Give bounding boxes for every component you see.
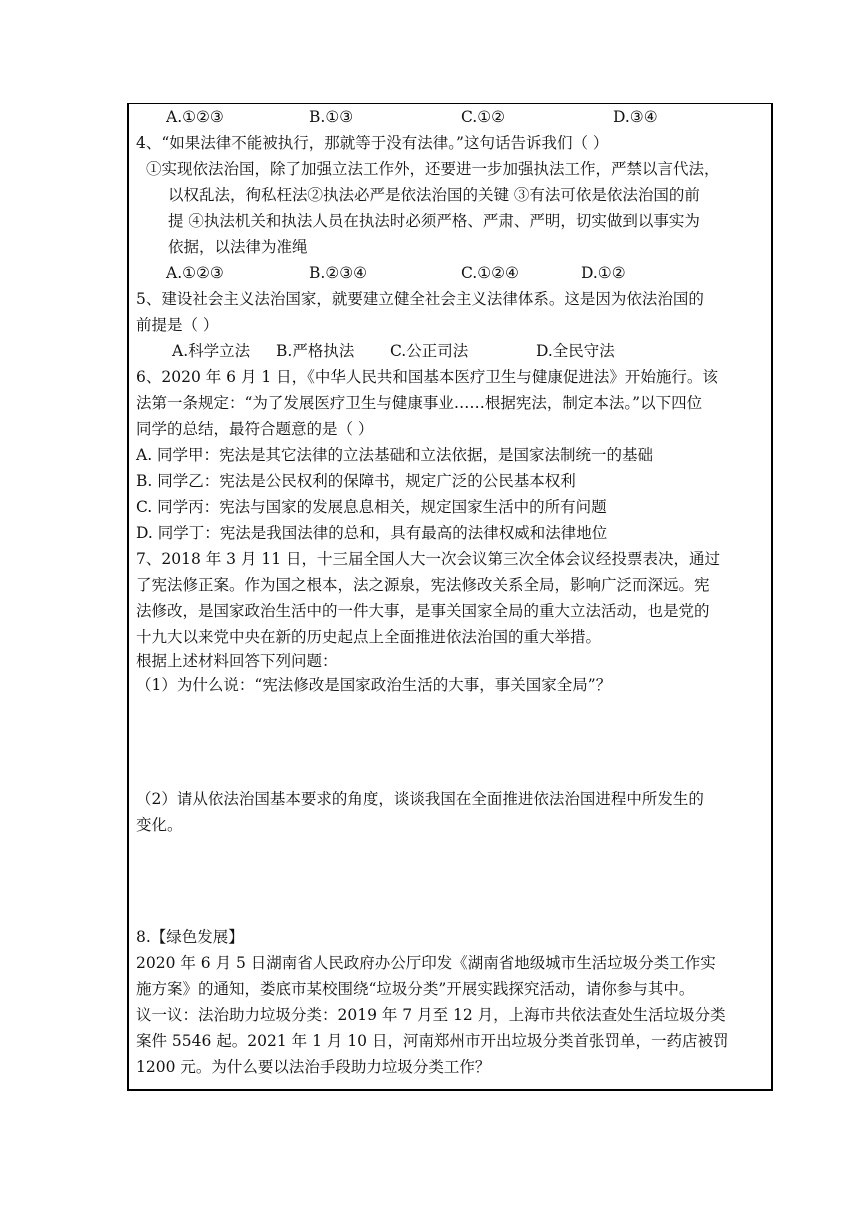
q7-instruction: 根据上述材料回答下列问题： (136, 652, 338, 670)
worksheet-content (136, 104, 770, 1150)
q8-line: 案件 5546 起。2021 年 1 月 10 日，河南郑州市开出垃圾分类首张罚单，一药店被罚 (136, 1032, 729, 1050)
q5-stem-line: 前提是（ ） (136, 316, 219, 334)
q4-item-line: 以权乱法，徇私枉法②执法必严是依法治国的关键 ③有法可依是依法治国的前 (168, 186, 700, 204)
q4-stem: 4、“如果法律不能被执行，那就等于没有法律。”这句话告诉我们（ ） (136, 134, 609, 152)
q8-line: 1200 元。为什么要以法治手段助力垃圾分类工作？ (136, 1058, 491, 1076)
q4-option-c: C.①②④ (461, 264, 519, 282)
q6-option-c: C. 同学丙：宪法与国家的发展息息相关，规定国家生活中的所有问题 (136, 498, 607, 516)
q7-stem-line: 了宪法修正案。作为国之根本，法之源泉，宪法修改关系全局，影响广泛而深远。宪 (136, 576, 710, 594)
q5-option-d: D.全民守法 (536, 342, 615, 360)
q3-option-d: D.③④ (613, 108, 658, 126)
q8-line: 议一议：法治助力垃圾分类：2019 年 7 月至 12 月，上海市共依法查处生活垃圾分类 (136, 1006, 726, 1024)
q6-option-d: D. 同学丁：宪法是我国法律的总和，具有最高的法律权威和法律地位 (136, 524, 608, 542)
q8-line: 2020 年 6 月 5 日湖南省人民政府办公厅印发《湖南省地级城市生活垃圾分类工作实 (136, 954, 716, 972)
q4-option-b: B.②③④ (309, 264, 368, 282)
q4-item-line: ①实现依法治国，除了加强立法工作外，还要进一步加强执法工作，严禁以言代法， (146, 160, 720, 178)
q7-sub1: （1）为什么说：“宪法修改是国家政治生活的大事，事关国家全局”？ (136, 676, 612, 694)
q3-option-c: C.①② (461, 108, 506, 126)
q4-option-a: A.①②③ (166, 264, 224, 282)
q5-option-a: A.科学立法 (172, 342, 251, 360)
q4-option-d: D.①② (581, 264, 626, 282)
q8-answer-space[interactable] (136, 1080, 770, 1150)
q5-option-b: B.严格执法 (276, 342, 355, 360)
q8-title: 8.【绿色发展】 (136, 928, 244, 946)
q7-sub2-answer-space[interactable] (136, 838, 770, 924)
q3-option-a: A.①②③ (166, 108, 224, 126)
q6-stem-line: 6、2020 年 6 月 1 日，《中华人民共和国基本医疗卫生与健康促进法》开始施行。该 (136, 368, 718, 386)
q7-sub2-line: 变化。 (136, 816, 183, 834)
q5-option-c: C.公正司法 (390, 342, 469, 360)
q4-options (136, 260, 770, 286)
q3-options (136, 104, 770, 130)
q7-stem-line: 十九大以来党中央在新的历史起点上全面推进依法治国的重大举措。 (136, 628, 602, 646)
q6-stem-line: 法第一条规定：“为了发展医疗卫生与健康事业……根据宪法，制定本法。”以下四位 (136, 394, 703, 412)
q3-option-b: B.①③ (309, 108, 354, 126)
q4-item-line: 提 ④执法机关和执法人员在执法时必须严格、严肃、严明，切实做到以事实为 (168, 212, 700, 230)
q5-stem-line: 5、建设社会主义法治国家，就要建立健全社会主义法律体系。这是因为依法治国的 (136, 290, 704, 308)
q7-stem-line: 法修改，是国家政治生活中的一件大事，是事关国家全局的重大立法活动，也是党的 (136, 602, 710, 620)
q4-item-line: 依据，以法律为准绳 (168, 238, 308, 256)
q6-option-b: B. 同学乙：宪法是公民权利的保障书，规定广泛的公民基本权利 (136, 472, 576, 490)
q7-sub1-answer-space[interactable] (136, 698, 770, 786)
q6-option-a: A. 同学甲：宪法是其它法律的立法基础和立法依据，是国家法制统一的基础 (136, 446, 654, 464)
q6-stem-line: 同学的总结，最符合题意的是（ ） (136, 420, 374, 438)
q7-stem-line: 7、2018 年 3 月 11 日，十三届全国人大一次会议第三次全体会议经投票表决，通过 (136, 550, 721, 568)
q7-sub2-line: （2）请从依法治国基本要求的角度，谈谈我国在全面推进依法治国进程中所发生的 (136, 790, 704, 808)
q8-line: 施方案》的通知，娄底市某校围绕“垃圾分类”开展实践探究活动，请你参与其中。 (136, 980, 695, 998)
q5-options (136, 338, 770, 364)
